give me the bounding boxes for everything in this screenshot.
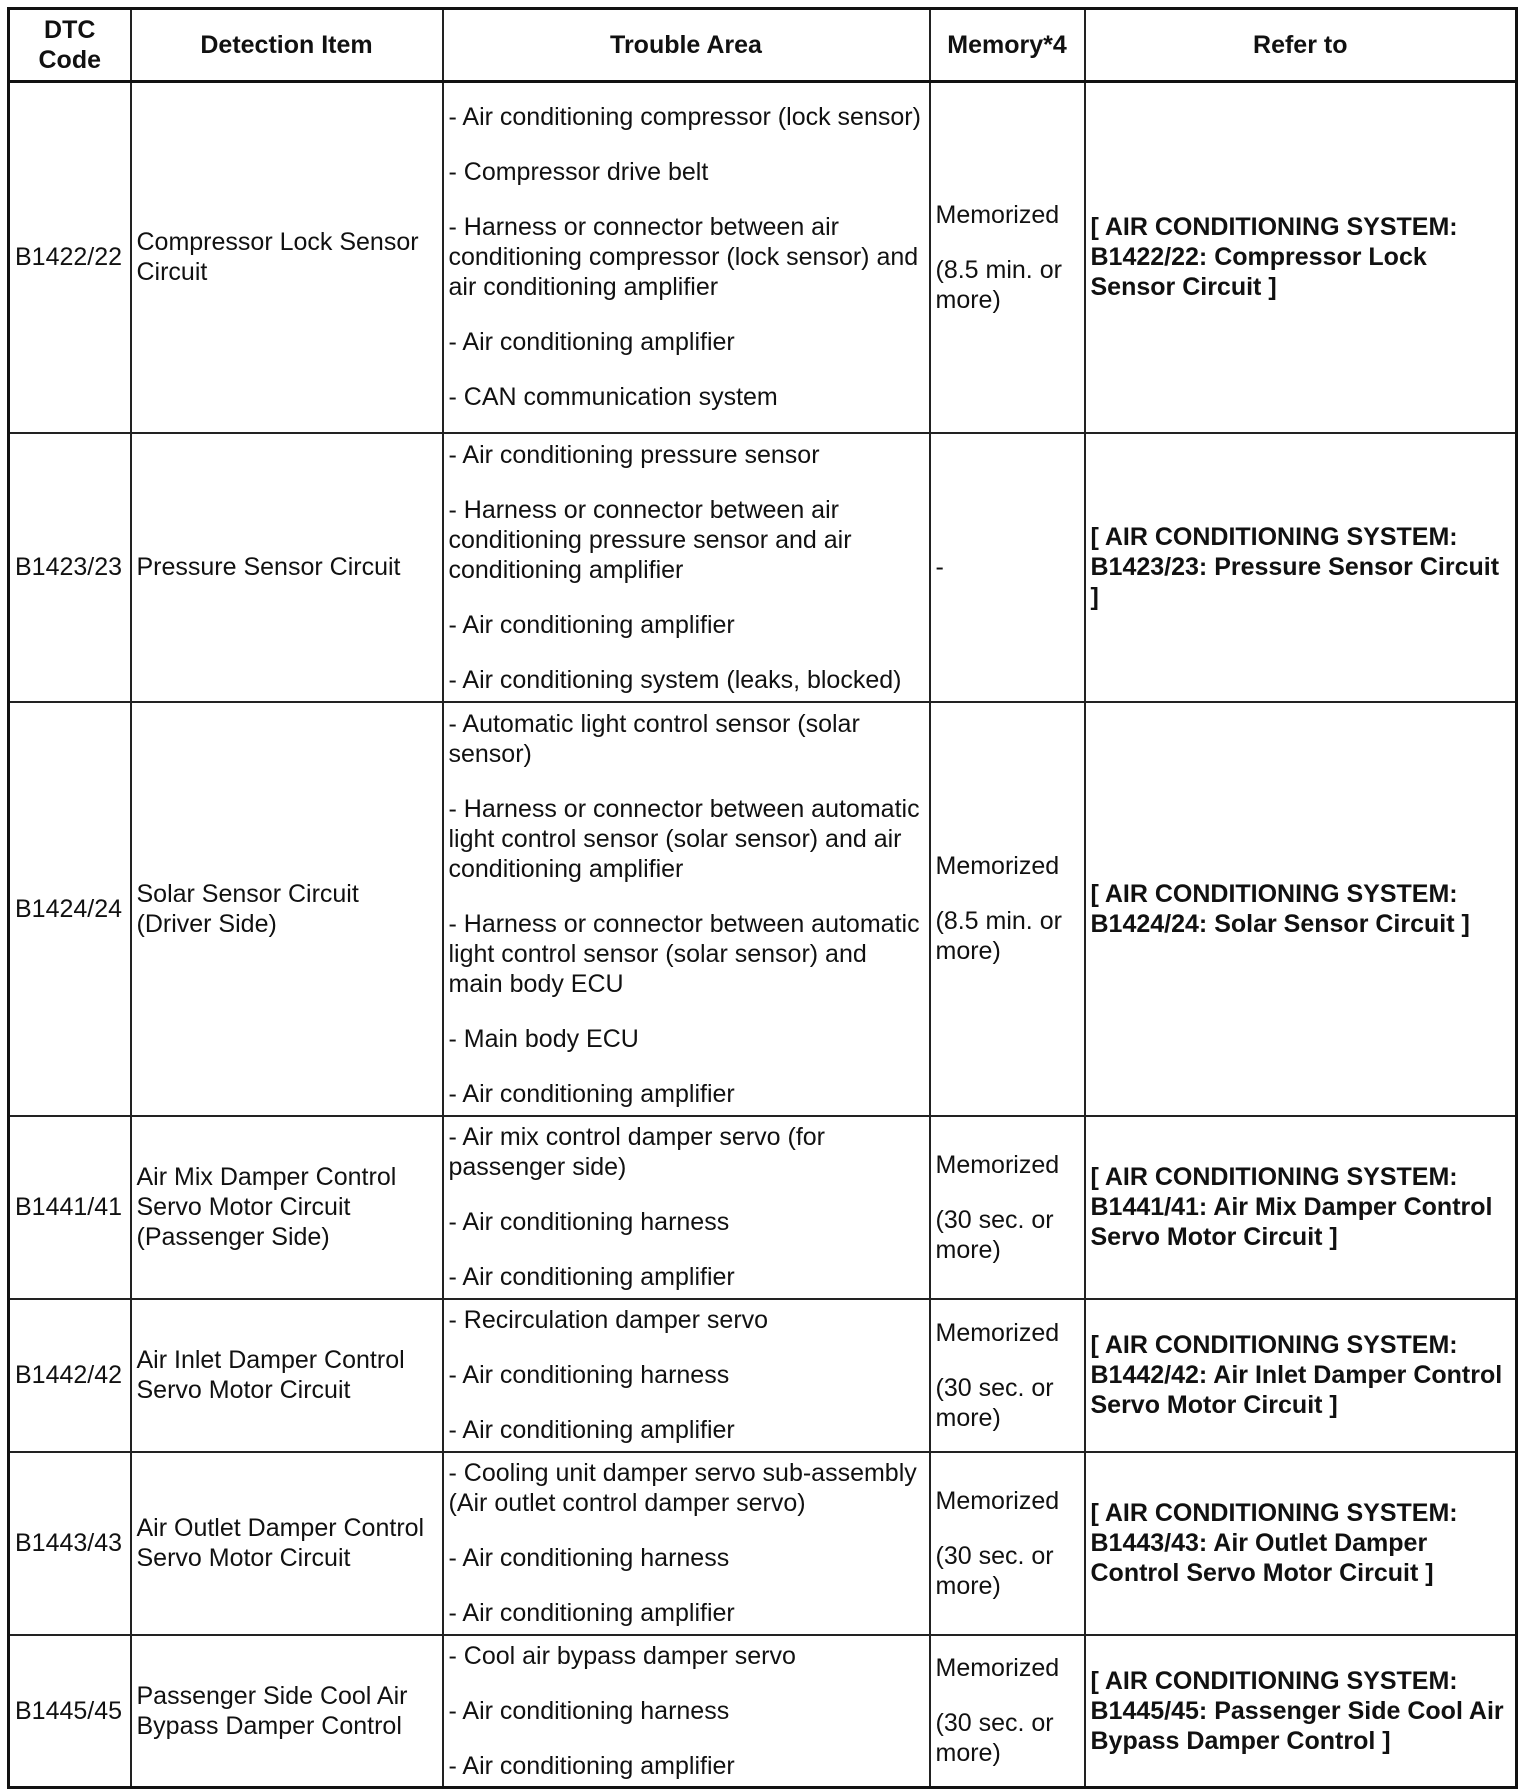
- trouble-area-item: - Air conditioning amplifier: [448, 1263, 735, 1291]
- trouble-area-item: - Air conditioning pressure sensor: [448, 440, 820, 469]
- memory-detail: (30 sec. or more): [935, 1709, 1054, 1768]
- trouble-area-item: - Air conditioning amplifier: [448, 1751, 735, 1780]
- trouble-area-cell: [443, 1635, 930, 1788]
- trouble-area-item: - Cool air bypass damper servo: [448, 1641, 796, 1670]
- table-row: [9, 702, 1517, 1116]
- trouble-area-item: - Air mix control damper servo (for passenger side): [448, 1123, 825, 1181]
- table-header-row: [9, 9, 1517, 82]
- trouble-area-item: - Air conditioning amplifier: [448, 610, 735, 639]
- detection-item-cell: Compressor Lock Sensor Circuit: [131, 82, 443, 433]
- header-dtc-code-line2: Code: [38, 46, 101, 74]
- trouble-area-item: - Harness or connector between automatic light control sensor (solar sensor) and main body ECU: [448, 909, 920, 998]
- refer-to-cell: [ AIR CONDITIONING SYSTEM: B1442/42: Air Inlet Damper Control Servo Motor Circuit ]: [1085, 1299, 1517, 1452]
- memory-status: Memorized: [935, 1318, 1060, 1347]
- refer-to-cell: [ AIR CONDITIONING SYSTEM: B1441/41: Air Mix Damper Control Servo Motor Circuit ]: [1085, 1116, 1517, 1299]
- memory-cell: [930, 702, 1085, 1116]
- header-trouble-area: Trouble Area: [443, 9, 930, 82]
- memory-status: -: [935, 553, 944, 581]
- trouble-area-cell: [443, 1452, 930, 1635]
- detection-item-cell: Air Inlet Damper Control Servo Motor Circuit: [131, 1299, 443, 1452]
- table-row: [9, 1116, 1517, 1299]
- memory-status: Memorized: [935, 852, 1060, 880]
- header-detection-item: Detection Item: [131, 9, 443, 82]
- dtc-code-cell: B1441/41: [9, 1116, 131, 1299]
- trouble-area-item: - Compressor drive belt: [448, 158, 709, 187]
- dtc-table: [7, 7, 1518, 1789]
- table-row: [9, 1635, 1517, 1788]
- refer-to-cell: [ AIR CONDITIONING SYSTEM: B1445/45: Passenger Side Cool Air Bypass Damper Control ]: [1085, 1635, 1517, 1788]
- header-dtc-code: [9, 9, 131, 82]
- memory-cell: [930, 1116, 1085, 1299]
- refer-to-cell: [ AIR CONDITIONING SYSTEM: B1422/22: Compressor Lock Sensor Circuit ]: [1085, 82, 1517, 433]
- memory-cell: [930, 1635, 1085, 1788]
- detection-item-cell: Air Outlet Damper Control Servo Motor Circuit: [131, 1452, 443, 1635]
- detection-item-cell: Air Mix Damper Control Servo Motor Circuit (Passenger Side): [131, 1116, 443, 1299]
- trouble-area-item: - CAN communication system: [448, 383, 778, 412]
- header-dtc-code-line1: DTC: [44, 16, 96, 44]
- memory-detail: (30 sec. or more): [935, 1541, 1054, 1600]
- detection-item-cell: Passenger Side Cool Air Bypass Damper Control: [131, 1635, 443, 1788]
- table-row: [9, 1452, 1517, 1635]
- memory-detail: (8.5 min. or more): [935, 907, 1062, 965]
- trouble-area-item: - Air conditioning amplifier: [448, 1079, 735, 1108]
- trouble-area-item: - Air conditioning harness: [448, 1208, 730, 1236]
- dtc-code-cell: B1423/23: [9, 433, 131, 702]
- memory-detail: (30 sec. or more): [935, 1373, 1054, 1432]
- trouble-area-item: - Air conditioning amplifier: [448, 1599, 735, 1627]
- trouble-area-item: - Air conditioning system (leaks, blocked): [448, 665, 902, 694]
- memory-cell: [930, 1452, 1085, 1635]
- memory-cell: [930, 82, 1085, 433]
- trouble-area-cell: [443, 433, 930, 702]
- trouble-area-cell: [443, 82, 930, 433]
- dtc-code-cell: B1445/45: [9, 1635, 131, 1788]
- refer-to-cell: [ AIR CONDITIONING SYSTEM: B1423/23: Pressure Sensor Circuit ]: [1085, 433, 1517, 702]
- header-refer-to: Refer to: [1085, 9, 1517, 82]
- dtc-code-cell: B1443/43: [9, 1452, 131, 1635]
- refer-to-cell: [ AIR CONDITIONING SYSTEM: B1424/24: Solar Sensor Circuit ]: [1085, 702, 1517, 1116]
- dtc-code-cell: B1422/22: [9, 82, 131, 433]
- memory-status: Memorized: [935, 200, 1060, 229]
- trouble-area-item: - Air conditioning amplifier: [448, 328, 735, 357]
- dtc-code-cell: B1442/42: [9, 1299, 131, 1452]
- trouble-area-cell: [443, 1116, 930, 1299]
- trouble-area-item: - Recirculation damper servo: [448, 1306, 769, 1334]
- refer-to-cell: [ AIR CONDITIONING SYSTEM: B1443/43: Air Outlet Damper Control Servo Motor Circuit ]: [1085, 1452, 1517, 1635]
- trouble-area-item: - Air conditioning harness: [448, 1544, 730, 1572]
- trouble-area-item: - Harness or connector between automatic light control sensor (solar sensor) and air conditioning amplifier: [448, 794, 920, 883]
- table-row: [9, 433, 1517, 702]
- detection-item-cell: Pressure Sensor Circuit: [131, 433, 443, 702]
- trouble-area-item: - Harness or connector between air conditioning pressure sensor and air conditioning amplifier: [448, 495, 852, 584]
- table-row: [9, 82, 1517, 433]
- trouble-area-item: - Cooling unit damper servo sub-assembly (Air outlet control damper servo): [448, 1459, 917, 1517]
- memory-status: Memorized: [935, 1150, 1060, 1179]
- memory-status: Memorized: [935, 1654, 1060, 1683]
- dtc-code-cell: B1424/24: [9, 702, 131, 1116]
- trouble-area-item: - Air conditioning harness: [448, 1361, 730, 1389]
- trouble-area-item: - Air conditioning harness: [448, 1696, 730, 1725]
- table-row: [9, 1299, 1517, 1452]
- trouble-area-item: - Main body ECU: [448, 1024, 639, 1053]
- header-memory: Memory*4: [930, 9, 1085, 82]
- memory-status: Memorized: [935, 1486, 1060, 1515]
- memory-cell: [930, 433, 1085, 702]
- detection-item-cell: Solar Sensor Circuit (Driver Side): [131, 702, 443, 1116]
- dtc-table-container: [7, 7, 1518, 1789]
- trouble-area-cell: [443, 702, 930, 1116]
- memory-detail: (8.5 min. or more): [935, 255, 1062, 314]
- memory-detail: (30 sec. or more): [935, 1205, 1054, 1264]
- trouble-area-item: - Air conditioning compressor (lock sensor): [448, 103, 921, 132]
- trouble-area-item: - Harness or connector between air conditioning compressor (lock sensor) and air conditioning amplifier: [448, 213, 919, 302]
- trouble-area-cell: [443, 1299, 930, 1452]
- memory-cell: [930, 1299, 1085, 1452]
- trouble-area-item: - Air conditioning amplifier: [448, 1416, 735, 1444]
- trouble-area-item: - Automatic light control sensor (solar sensor): [448, 709, 860, 768]
